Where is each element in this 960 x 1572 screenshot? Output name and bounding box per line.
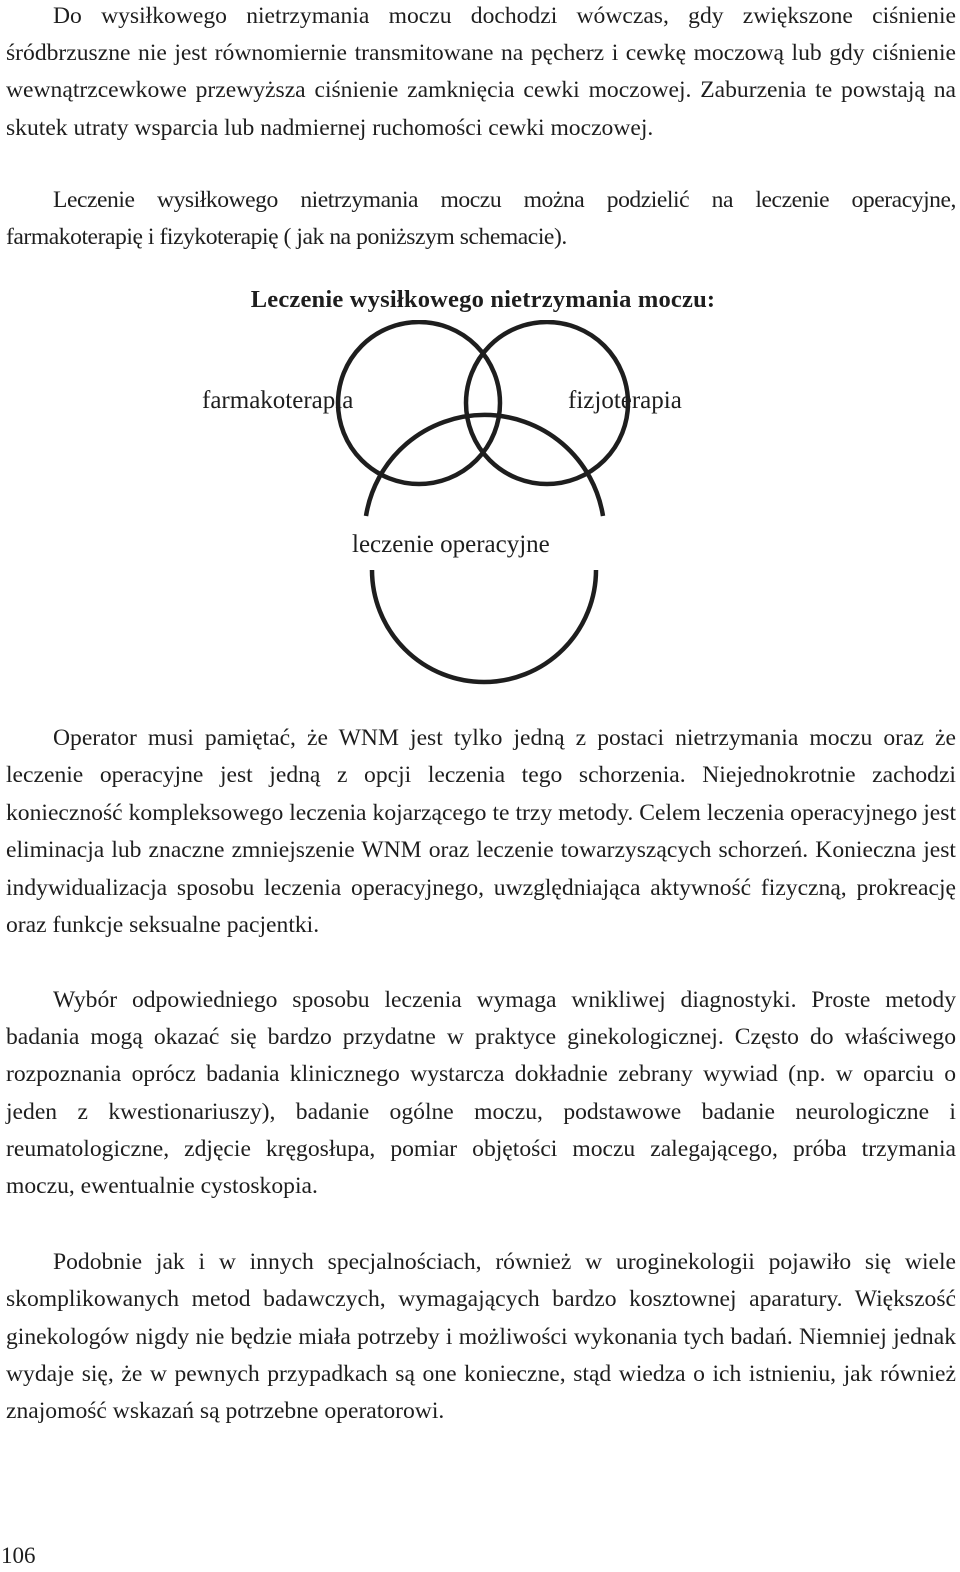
venn-label-physiotherapy: fizjoterapia: [568, 387, 682, 414]
page-number: 106: [1, 1543, 36, 1568]
diagram-title: Leczenie wysiłkowego nietrzymania moczu:: [250, 286, 716, 313]
paragraph-1: Do wysiłkowego nietrzymania moczu dochodzi wówczas, gdy zwiększone ciśnienie śródbrzuszne nie jest równomiernie transmitowane na pęcherz i cewkę moczową lub gdy ciśnienie wewnątrzcewkowe przewyższa ciśnienie zamknięcia cewki moczowej. Zaburzenia te powstają na skutek utraty wsparcia lub nadmiernej ruchomości cewki moczowej.: [6, 3, 956, 141]
venn-circle-bottom-upper-arc: [366, 415, 603, 516]
venn-diagram-svg: [6, 320, 960, 690]
paragraph-5: Podobnie jak i w innych specjalnościach, również w uroginekologii pojawiło się wiele skomplikowanych metod badawczych, wymagających bardzo kosztownej aparatury. Większość ginekologów nigdy nie będzie miała potrzeby i możliwości wykonania tych badań. Niemniej jednak wydaje się, że w pewnych przypadkach są one konieczne, stąd wiedza o ich istnieniu, jak również znajomość wskazań są potrzebne operatorowi.: [6, 1249, 956, 1425]
venn-diagram: [6, 320, 960, 690]
venn-label-pharmacotherapy: farmakoterapia: [202, 387, 354, 414]
venn-label-surgical-treatment: leczenie operacyjne: [352, 531, 550, 558]
venn-circle-left: [338, 322, 500, 484]
paragraph-3: Operator musi pamiętać, że WNM jest tylko jedną z postaci nietrzymania moczu oraz że leczenie operacyjne jest jedną z opcji leczenia tego schorzenia. Niejednokrotnie zachodzi konieczność kompleksowego leczenia kojarzącego te trzy metody. Celem leczenia operacyjnego jest eliminacja lub znaczne zmniejszenie WNM oraz leczenie towarzyszących schorzeń. Konieczna jest indywidualizacja sposobu leczenia operacyjnego, uwzględniająca aktywność fizyczną, prokreację oraz funkcje seksualne pacjentki.: [6, 725, 956, 939]
paragraph-4: Wybór odpowiedniego sposobu leczenia wymaga wnikliwej diagnostyki. Proste metody badania mogą okazać się bardzo przydatne w praktyce ginekologicznej. Często do właściwego rozpoznania oprócz badania klinicznego wystarcza dokładnie zebrany wywiad (np. w oparciu o jeden z kwestionariuszy), badanie ogólne moczu, podstawowe badanie neurologiczne i reumatologiczne, zdjęcie kręgosłupa, pomiar objętości moczu zalegającego, próba trzymania moczu, ewentualnie cystoskopia.: [6, 987, 956, 1200]
document-page: [6, 0, 956, 1572]
paragraph-2: Leczenie wysiłkowego nietrzymania moczu można podzielić na leczenie operacyjne, farmakoterapię i fizykoterapię ( jak na poniższym schemacie).: [6, 187, 956, 250]
venn-circle-bottom-lower-arc: [372, 570, 596, 682]
